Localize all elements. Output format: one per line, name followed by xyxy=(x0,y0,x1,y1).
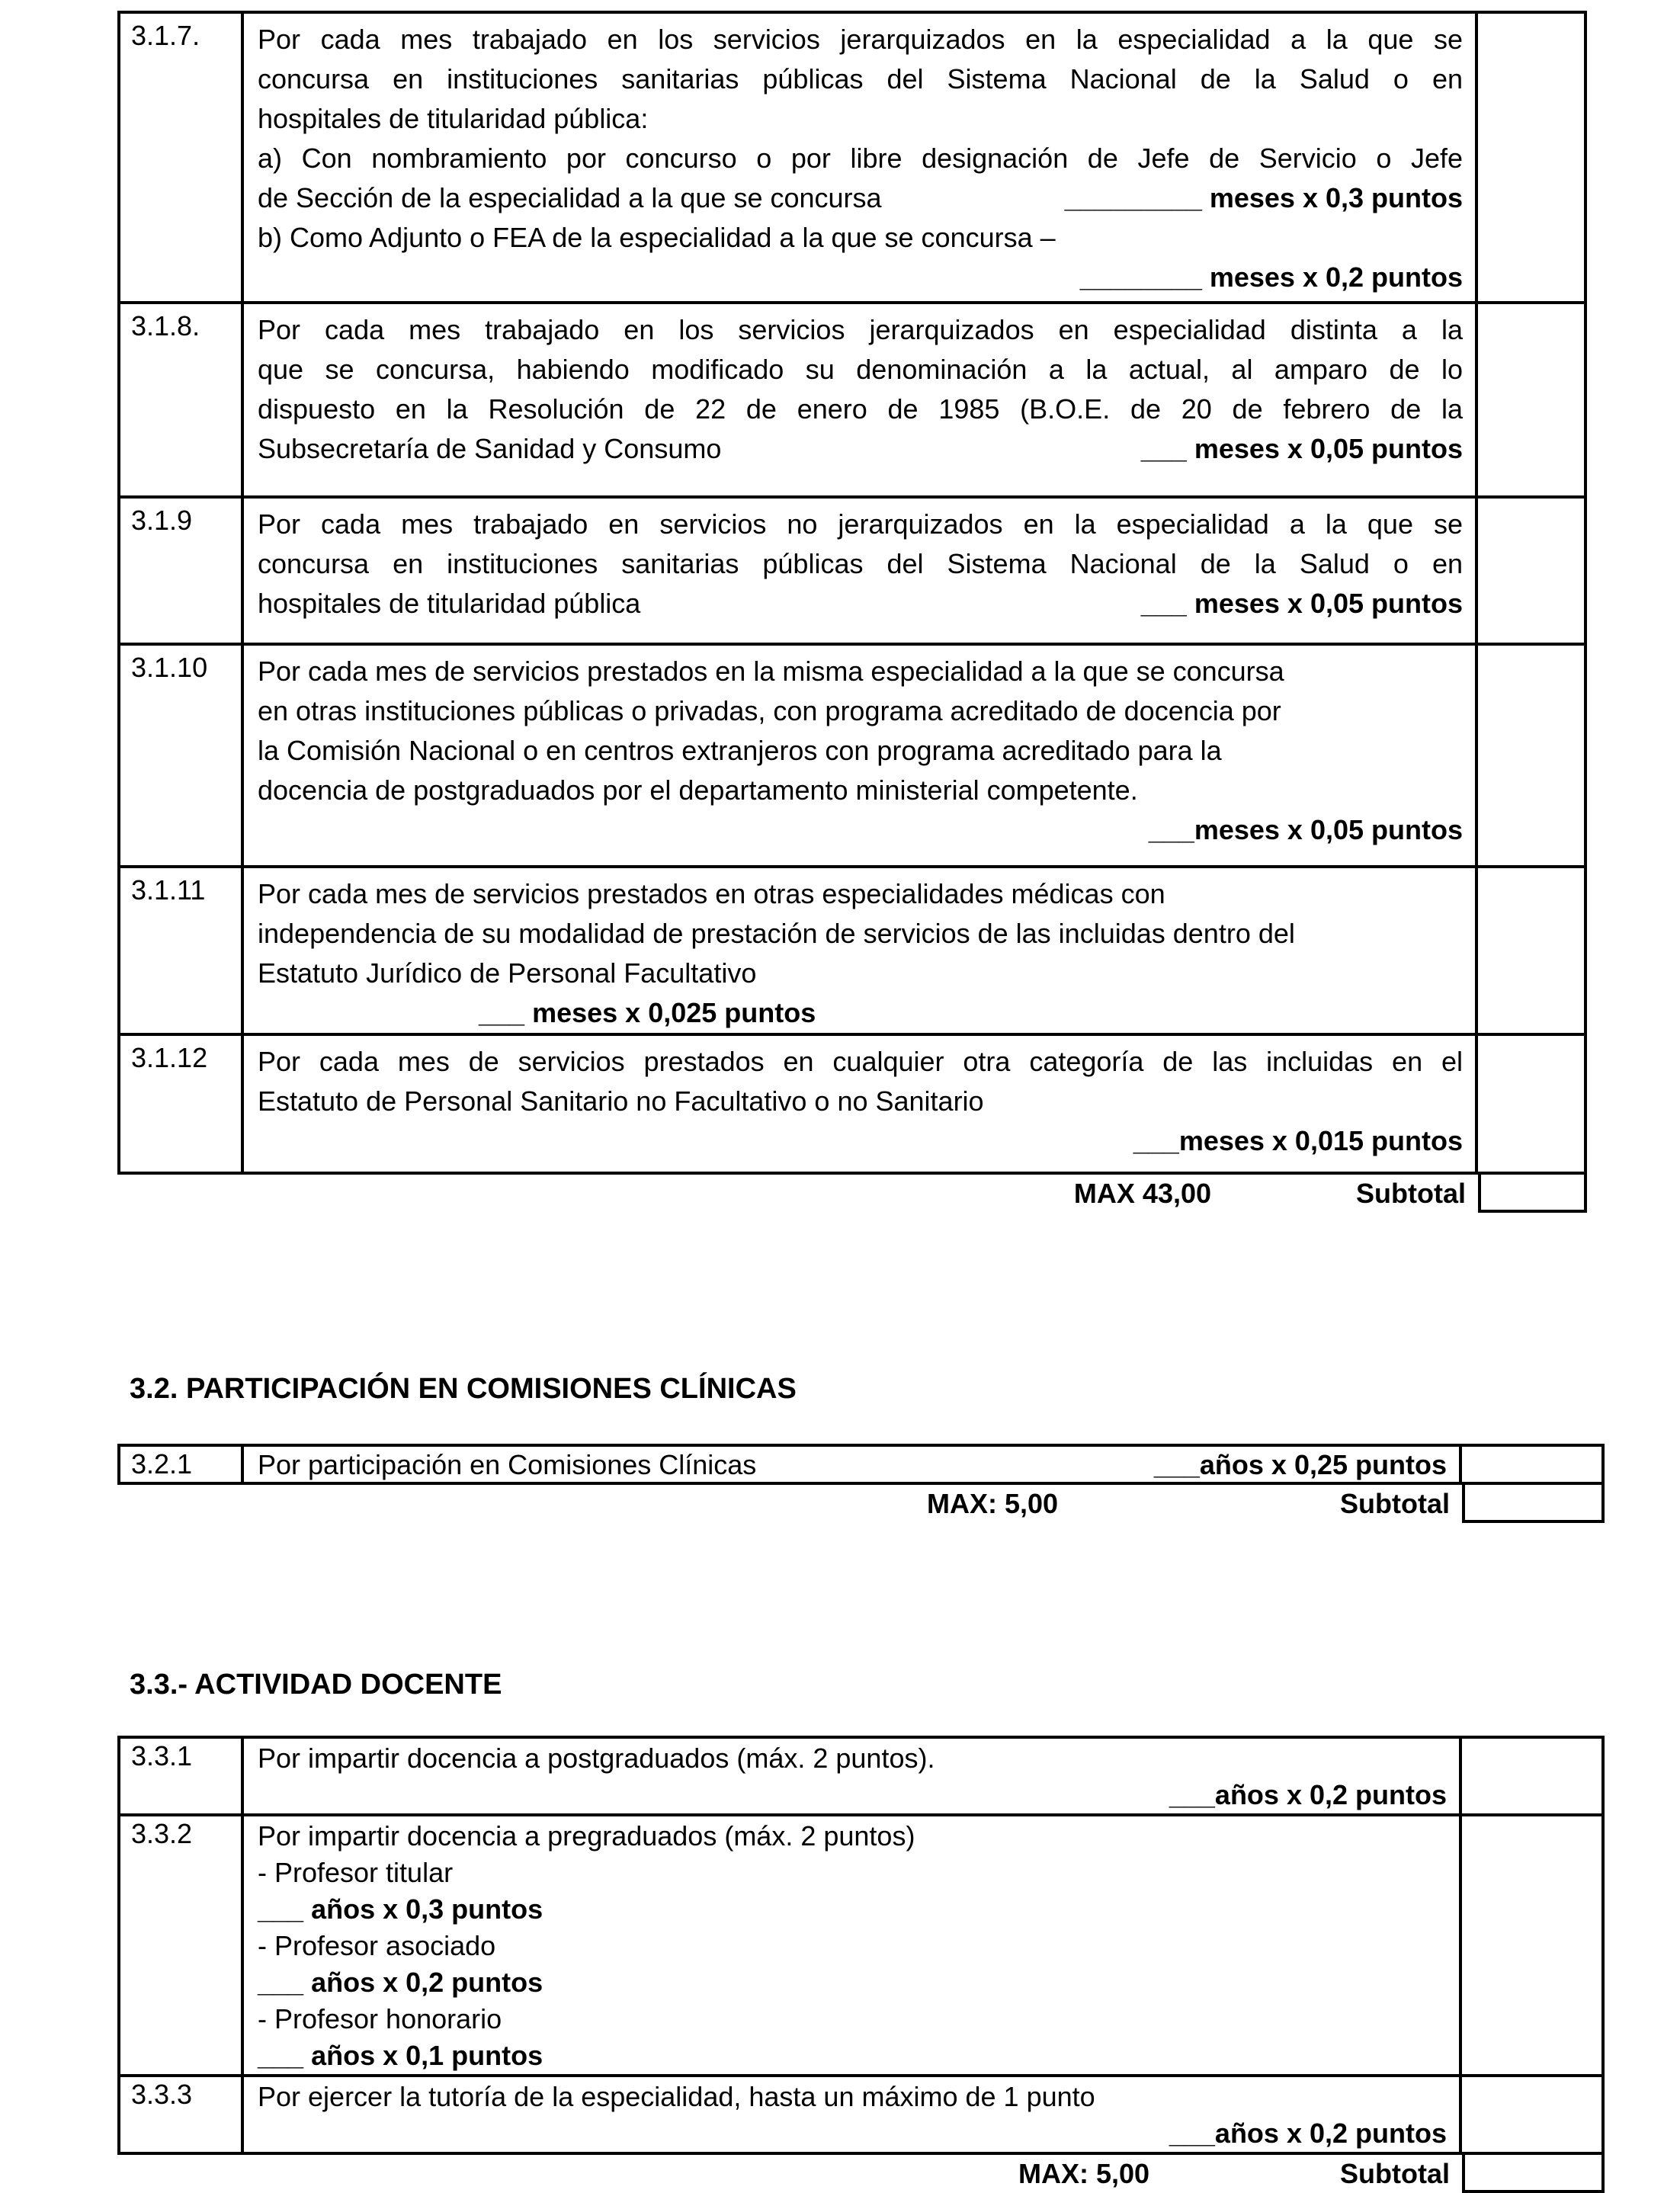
row-text-cell xyxy=(244,14,1475,301)
points-formula: ___ años x 0,1 puntos xyxy=(258,2040,543,2071)
row-number-cell: 3.3.1 xyxy=(120,1739,244,1813)
row-text-cell xyxy=(244,2077,1459,2152)
text-line: Por cada mes de servicios prestados en cualquier otra categoría de las incluidas en el xyxy=(258,1046,1463,1077)
line-text: hospitales de titularidad pública xyxy=(258,588,641,619)
table-row xyxy=(120,1447,1601,1482)
text-line xyxy=(258,584,1463,624)
text-line: Por impartir docencia a pregraduados (máx. 2 puntos) xyxy=(258,1820,915,1852)
table-actividad-docente xyxy=(117,1736,1605,2155)
text-line: dispuesto en la Resolución de 22 de enero de 1985 (B.O.E. de 20 de febrero de la xyxy=(258,393,1463,425)
text-line xyxy=(258,2115,1447,2152)
max-points-label: MAX: 5,00 xyxy=(926,1488,1059,1519)
points-formula: _________ meses x 0,3 puntos xyxy=(1064,182,1463,213)
subtotal-row-comisiones xyxy=(117,1485,1605,1523)
row-number-cell: 3.1.7. xyxy=(120,14,244,301)
text-line: la Comisión Nacional o en centros extranjeros con programa acreditado para la xyxy=(258,735,1222,766)
points-formula: ___años x 0,2 puntos xyxy=(1169,2118,1447,2149)
table-row xyxy=(120,1813,1601,2074)
points-formula: ___meses x 0,05 puntos xyxy=(1148,814,1463,845)
points-formula: ___ años x 0,2 puntos xyxy=(258,1967,543,1998)
row-number-cell: 3.1.9 xyxy=(120,499,244,643)
row-text-cell xyxy=(244,304,1475,495)
row-number-cell: 3.1.11 xyxy=(120,868,244,1033)
text-line xyxy=(258,1928,1447,2001)
row-number-cell: 3.3.3 xyxy=(120,2077,244,2152)
text-line xyxy=(258,258,1463,297)
table-row xyxy=(120,1739,1601,1813)
subtotal-text xyxy=(117,1175,1478,1213)
line-text: de Sección de la especialidad a la que se concursa xyxy=(258,182,882,213)
row-score-cell xyxy=(1459,1447,1601,1482)
text-line: Por impartir docencia a postgraduados (máx. 2 puntos). xyxy=(258,1743,935,1774)
line-text: Estatuto Jurídico de Personal Facultativo xyxy=(258,957,757,989)
points-formula: ___ meses x 0,05 puntos xyxy=(1140,433,1463,464)
table-row xyxy=(120,14,1584,301)
text-line xyxy=(258,810,1463,850)
table-row xyxy=(120,1033,1584,1172)
text-line: Por cada mes trabajado en servicios no jerarquizados en la especialidad a la que se xyxy=(258,508,1463,540)
row-score-cell xyxy=(1475,646,1584,865)
row-text-cell xyxy=(244,1447,1459,1482)
points-formula: ___años x 0,2 puntos xyxy=(1169,1779,1447,1810)
text-line xyxy=(258,1448,1447,1482)
text-line xyxy=(258,1855,1447,1928)
subtotal-label: Subtotal xyxy=(1356,1178,1466,1209)
section-heading-actividad-docente: 3.3.- ACTIVIDAD DOCENTE xyxy=(130,1669,502,1701)
table-row xyxy=(120,865,1584,1033)
line-text: Por participación en Comisiones Clínicas xyxy=(258,1449,757,1480)
line-text: - Profesor honorario xyxy=(258,2003,502,2034)
table-row xyxy=(120,2074,1601,2152)
line-text: - Profesor titular xyxy=(258,1857,454,1888)
text-line xyxy=(258,1121,1463,1161)
text-line: hospitales de titularidad pública: xyxy=(258,103,649,134)
row-score-cell xyxy=(1459,2077,1601,2152)
table-row xyxy=(120,495,1584,643)
row-number-cell: 3.3.2 xyxy=(120,1816,244,2074)
text-line xyxy=(258,178,1463,218)
text-line: Por cada mes de servicios prestados en la misma especialidad a la que se concursa xyxy=(258,656,1284,687)
row-score-cell xyxy=(1475,14,1584,301)
table-row xyxy=(120,301,1584,495)
text-line: concursa en instituciones sanitarias públicas del Sistema Nacional de la Salud o en xyxy=(258,63,1463,95)
points-formula: ___meses x 0,015 puntos xyxy=(1133,1125,1463,1156)
text-line: independencia de su modalidad de prestación de servicios de las incluidas dentro del xyxy=(258,918,1295,949)
subtotal-label: Subtotal xyxy=(1340,1488,1450,1519)
text-line xyxy=(258,429,1463,469)
table-servicios-jerarquizados xyxy=(117,11,1587,1175)
points-formula: ___ años x 0,3 puntos xyxy=(258,1893,543,1925)
row-text-cell xyxy=(244,868,1475,1033)
subtotal-text xyxy=(117,2155,1462,2193)
text-line xyxy=(258,1777,1447,1813)
row-score-cell xyxy=(1475,868,1584,1033)
points-formula: ___ meses x 0,05 puntos xyxy=(1140,588,1463,619)
table-comisiones-clinicas xyxy=(117,1444,1605,1485)
text-line: Por cada mes de servicios prestados en otras especialidades médicas con xyxy=(258,878,1165,909)
text-line: Estatuto de Personal Sanitario no Facultativo o no Sanitario xyxy=(258,1085,984,1117)
subtotal-row-servicios xyxy=(117,1175,1587,1213)
line-text: Subsecretaría de Sanidad y Consumo xyxy=(258,433,722,464)
text-line xyxy=(258,954,1463,1033)
text-line: Por cada mes trabajado en los servicios jerarquizados en especialidad distinta a la xyxy=(258,314,1463,345)
row-number-cell: 3.2.1 xyxy=(120,1447,244,1482)
subtotal-label: Subtotal xyxy=(1340,2158,1450,2189)
row-score-cell xyxy=(1459,1816,1601,2074)
row-number-cell: 3.1.12 xyxy=(120,1036,244,1172)
section-heading-participacion-comisiones: 3.2. PARTICIPACIÓN EN COMISIONES CLÍNICAS xyxy=(130,1373,797,1405)
subtotal-text xyxy=(117,1485,1462,1523)
subtotal-value-box xyxy=(1478,1175,1587,1213)
text-line: en otras instituciones públicas o privadas, con programa acreditado de docencia por xyxy=(258,695,1281,726)
row-text-cell xyxy=(244,646,1475,865)
row-number-cell: 3.1.8. xyxy=(120,304,244,495)
row-text-cell xyxy=(244,1036,1475,1172)
table-row xyxy=(120,643,1584,865)
points-formula: ___años x 0,25 puntos xyxy=(1153,1449,1447,1480)
row-score-cell xyxy=(1475,304,1584,495)
row-text-cell xyxy=(244,499,1475,643)
row-text-cell xyxy=(244,1816,1459,2074)
line-text: - Profesor asociado xyxy=(258,1930,496,1961)
max-points-label: MAX: 5,00 xyxy=(1018,2158,1150,2189)
text-line: que se concursa, habiendo modificado su denominación a la actual, al amparo de lo xyxy=(258,354,1463,385)
subtotal-value-box xyxy=(1462,1485,1605,1523)
text-line: a) Con nombramiento por concurso o por libre designación de Jefe de Servicio o Jefe xyxy=(258,143,1463,174)
text-line xyxy=(258,2001,1447,2074)
subtotal-row-docente xyxy=(117,2155,1605,2193)
text-line: Por ejercer la tutoría de la especialidad, hasta un máximo de 1 punto xyxy=(258,2081,1095,2112)
subtotal-value-box xyxy=(1462,2155,1605,2193)
row-score-cell xyxy=(1459,1739,1601,1813)
points-formula: ___ meses x 0,025 puntos xyxy=(479,997,816,1028)
points-formula: ________ meses x 0,2 puntos xyxy=(1079,261,1463,293)
row-score-cell xyxy=(1475,499,1584,643)
row-score-cell xyxy=(1475,1036,1584,1172)
row-text-cell xyxy=(244,1739,1459,1813)
row-number-cell: 3.1.10 xyxy=(120,646,244,865)
text-line: Por cada mes trabajado en los servicios jerarquizados en la especialidad a la que se xyxy=(258,24,1463,55)
max-points-label: MAX 43,00 xyxy=(1073,1178,1212,1209)
text-line: concursa en instituciones sanitarias públicas del Sistema Nacional de la Salud o en xyxy=(258,548,1463,579)
text-line: b) Como Adjunto o FEA de la especialidad a la que se concursa – xyxy=(258,222,1056,253)
text-line: docencia de postgraduados por el departamento ministerial competente. xyxy=(258,774,1138,806)
